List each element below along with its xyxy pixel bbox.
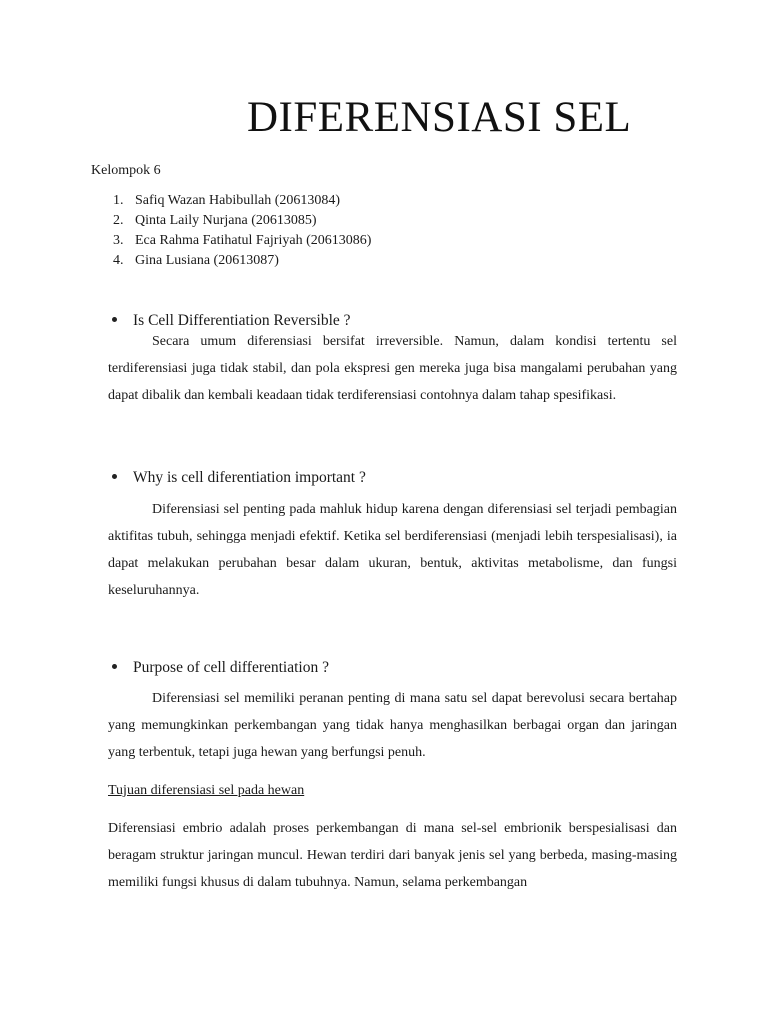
section-paragraph-purpose: Diferensiasi sel memiliki peranan penting di mana satu sel dapat berevolusi secara bertahap yang memungkinkan perkembangan yang tidak hanya menghasilkan berbagai organ dan jaringan yang terbentuk, tetapi juga hewan yang berfungsi penuh. <box>108 691 677 760</box>
member-list <box>113 191 371 271</box>
member-item <box>113 231 371 251</box>
final-paragraph: Diferensiasi embrio adalah proses perkembangan di mana sel-sel embrionik berspesialisasi dan beragam struktur jaringan muncul. Hewan terdiri dari banyak jenis sel yang berbeda, masing-masing memiliki fungsi khusus di dalam tubuhnya. Namun, selama perkembangan <box>108 821 677 890</box>
member-number: 3. <box>113 233 124 248</box>
section-paragraph-reversible: Secara umum diferensiasi bersifat irreversible. Namun, dalam kondisi tertentu sel terdiferensiasi juga tidak stabil, dan pola ekspresi gen mereka juga bisa mangalami perubahan yang dapat dibalik dan kembali keadaan tidak terdiferensiasi contohnya dalam tahap spesifikasi. <box>108 334 677 403</box>
member-name: Gina Lusiana (20613087) <box>135 253 279 268</box>
bullet-icon <box>112 664 117 669</box>
section-heading-text: Why is cell diferentiation important ? <box>133 469 366 486</box>
bullet-icon <box>112 317 117 322</box>
member-name: Eca Rahma Fatihatul Fajriyah (20613086) <box>135 233 372 248</box>
member-item <box>113 251 371 271</box>
section-paragraph-importance: Diferensiasi sel penting pada mahluk hidup karena dengan diferensiasi sel terjadi pembagian aktifitas tubuh, sehingga menjadi efektif. Ketika sel berdiferensiasi (menjadi lebih terspesialisasi), ia dapat melakukan perubahan besar dalam ukuran, bentuk, aktivitas metabolisme, dan fungsi keseluruhannya. <box>108 502 677 598</box>
member-item <box>113 191 371 211</box>
member-number: 2. <box>113 213 124 228</box>
member-name: Qinta Laily Nurjana (20613085) <box>135 213 317 228</box>
section-heading-text: Is Cell Differentiation Reversible ? <box>133 312 351 329</box>
member-number: 4. <box>113 253 124 268</box>
subheading-animal-purpose: Tujuan diferensiasi sel pada hewan <box>108 783 305 798</box>
document-title: DIFERENSIASI SEL <box>247 94 632 141</box>
section-heading-purpose <box>112 658 329 678</box>
member-number: 1. <box>113 193 124 208</box>
member-item <box>113 211 371 231</box>
section-heading-importance <box>112 468 366 488</box>
bullet-icon <box>112 474 117 479</box>
member-name: Safiq Wazan Habibullah (20613084) <box>135 193 341 208</box>
group-label: Kelompok 6 <box>91 163 161 178</box>
section-heading-text: Purpose of cell differentiation ? <box>133 659 329 676</box>
